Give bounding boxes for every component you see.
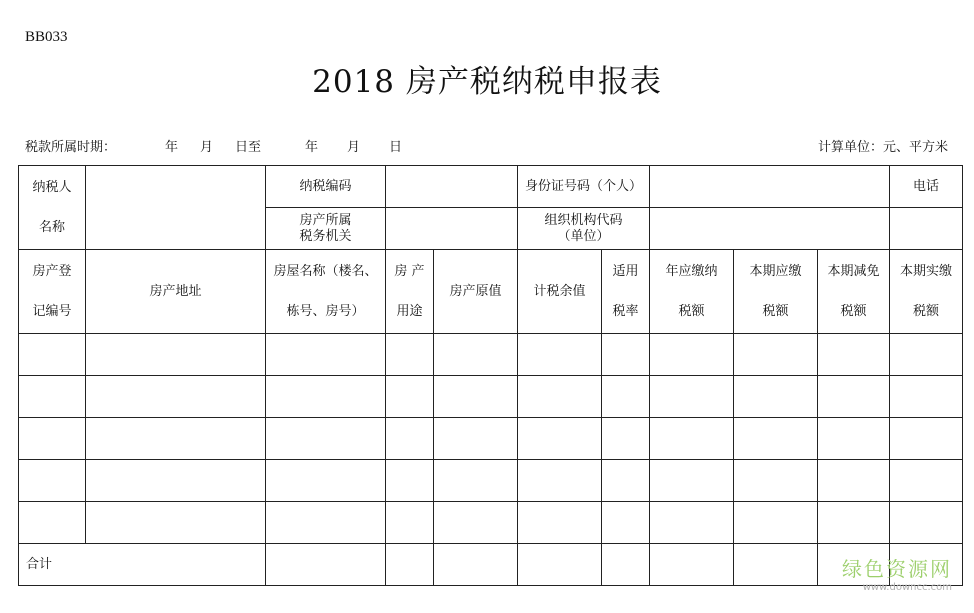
table-cell[interactable] [434,418,518,460]
period-month-start: 月 [200,140,214,155]
period-month-end: 月 [347,140,361,155]
table-cell[interactable] [650,544,734,586]
phone-field[interactable] [890,208,963,250]
table-cell[interactable] [86,502,266,544]
org-code-label: 组织机构代码 （单位） [518,208,650,250]
page-title: 2018 房产税纳税申报表 [312,64,662,100]
table-cell[interactable] [602,334,650,376]
table-cell[interactable] [734,376,818,418]
table-cell[interactable] [386,418,434,460]
tax-code-label: 纳税编码 [266,166,386,208]
table-cell[interactable] [734,418,818,460]
col-usage: 房 产 用途 [386,250,434,334]
watermark-url: www.downcc.com [862,582,952,593]
table-cell[interactable] [518,376,602,418]
col-taxable-balance: 计税余值 [518,250,602,334]
table-cell[interactable] [734,460,818,502]
table-cell[interactable] [86,418,266,460]
table-cell[interactable] [518,334,602,376]
table-cell[interactable] [890,418,963,460]
table-cell[interactable] [734,544,818,586]
table-cell[interactable] [518,418,602,460]
table-row [19,334,963,376]
table-cell[interactable] [602,544,650,586]
table-cell[interactable] [19,418,86,460]
col-period-due: 本期应缴 税额 [734,250,818,334]
tax-return-table [18,165,963,586]
col-period-paid: 本期实缴 税额 [890,250,963,334]
table-cell[interactable] [734,502,818,544]
total-row [19,544,963,586]
table-cell[interactable] [386,334,434,376]
table-cell[interactable] [818,460,890,502]
table-cell[interactable] [890,502,963,544]
table-cell[interactable] [818,376,890,418]
table-cell[interactable] [266,334,386,376]
table-cell[interactable] [650,460,734,502]
col-address: 房产地址 [86,250,266,334]
taxpayer-name-field[interactable] [86,166,266,250]
period-day-end: 日 [389,140,403,155]
table-row [19,418,963,460]
table-cell[interactable] [518,460,602,502]
col-rate: 适用 税率 [602,250,650,334]
table-cell[interactable] [818,418,890,460]
table-cell[interactable] [434,544,518,586]
tax-code-field[interactable] [386,166,518,208]
table-cell[interactable] [734,334,818,376]
table-cell[interactable] [19,460,86,502]
unit-label: 计算单位：元、平方米 [817,140,948,155]
table-cell[interactable] [19,502,86,544]
col-annual-tax: 年应缴纳 税额 [650,250,734,334]
period-label: 税款所属时期： [25,140,117,155]
table-cell[interactable] [602,376,650,418]
table-cell[interactable] [19,376,86,418]
table-cell[interactable] [602,502,650,544]
table-row [19,376,963,418]
table-cell[interactable] [434,460,518,502]
col-reg-no: 房产登 记编号 [19,250,86,334]
table-cell[interactable] [386,460,434,502]
org-code-field[interactable] [650,208,890,250]
table-cell[interactable] [602,460,650,502]
table-cell[interactable] [890,460,963,502]
table-cell[interactable] [266,502,386,544]
id-number-field[interactable] [650,166,890,208]
table-row [19,460,963,502]
tax-office-field[interactable] [386,208,518,250]
table-cell[interactable] [86,376,266,418]
watermark [842,553,952,593]
table-cell[interactable] [434,376,518,418]
table-cell[interactable] [386,376,434,418]
table-cell[interactable] [650,502,734,544]
taxpayer-name-label: 纳税人 名称 [19,166,86,250]
period-day-start: 日至 [235,140,262,155]
table-cell[interactable] [518,502,602,544]
table-cell[interactable] [266,460,386,502]
tax-office-label: 房产所属 税务机关 [266,208,386,250]
period-year-start: 年 [165,140,179,155]
table-cell[interactable] [650,334,734,376]
table-cell[interactable] [434,334,518,376]
table-cell[interactable] [266,544,386,586]
table-cell[interactable] [818,502,890,544]
table-cell[interactable] [386,502,434,544]
col-period-relief: 本期减免 税额 [818,250,890,334]
table-cell[interactable] [818,334,890,376]
table-cell[interactable] [890,376,963,418]
phone-label: 电话 [890,166,963,208]
table-cell[interactable] [266,376,386,418]
table-cell[interactable] [86,460,266,502]
table-cell[interactable] [650,376,734,418]
table-cell[interactable] [19,334,86,376]
table-cell[interactable] [650,418,734,460]
table-cell[interactable] [386,544,434,586]
period-year-end: 年 [305,140,319,155]
table-cell[interactable] [890,334,963,376]
col-original-value: 房产原值 [434,250,518,334]
id-number-label: 身份证号码（个人） [518,166,650,208]
total-label: 合计 [19,544,266,586]
col-building: 房屋名称（楼名、 栋号、房号） [266,250,386,334]
table-cell[interactable] [518,544,602,586]
table-row [19,502,963,544]
table-cell[interactable] [434,502,518,544]
table-cell[interactable] [86,334,266,376]
table-cell[interactable] [602,418,650,460]
watermark-name: 绿色资源网 [842,557,952,581]
table-cell[interactable] [266,418,386,460]
form-code: BB033 [25,29,68,45]
